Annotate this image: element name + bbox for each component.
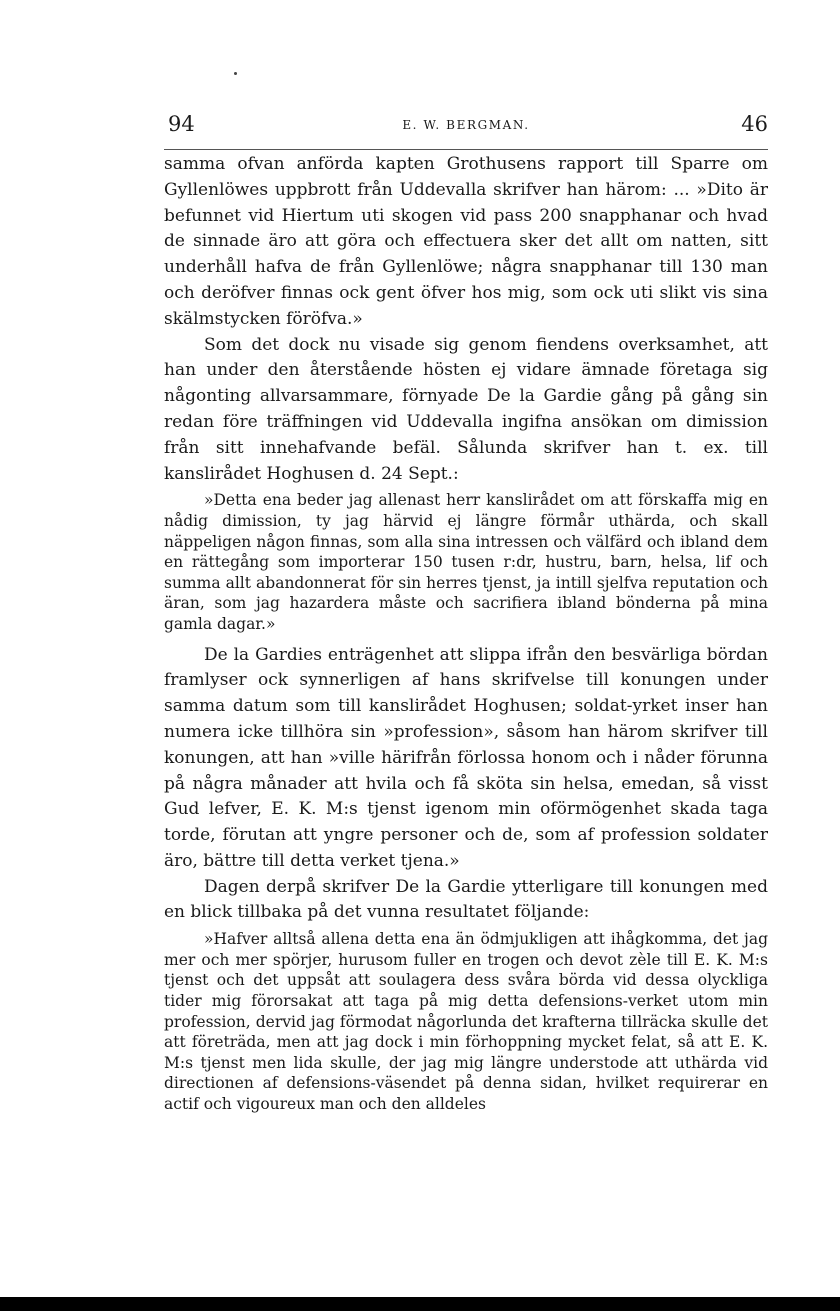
page-header [164, 112, 768, 142]
scan-bottom-border [0, 1297, 840, 1311]
paragraph-dimission-request: Som det dock nu visade sig genom fiendens overksamhet, att han under den återstående hösten ej vidare ämnade företaga sig någonting allvarsammare, förnyade De la Gardie gång på gång sin redan före träffningen vid Uddevalla ingifna ansökan om dimission från sitt innehafvande befäl. Sålunda skrifver han t. ex. till kanslirådet Hoghusen d. 24 Sept.: [164, 334, 768, 484]
running-head: E. W. BERGMAN. [402, 118, 530, 132]
paragraph-letter-king: De la Gardies enträgenhet att slippa ifrån den besvärliga bördan framlyser ock synnerligen af hans skrifvelse till konungen under samma datum som till kanslirådet Hoghusen; soldat-yrket inser han numera icke tillhöra sin »profession», såsom han härom skrifver till konungen, att han »ville härifrån förlossa honom och i nåder förunna på några månader att hvila och få sköta sin helsa, emedan, så visst Gud lefver, E. K. M:s tjenst igenom min oförmögenhet skada taga torde, förutan att yngre personer och de, som af profession soldater äro, bättre till detta verket tjena.» [164, 644, 768, 871]
page-number-left: 94 [168, 112, 195, 136]
paragraph-next-day: Dagen derpå skrifver De la Gardie ytterligare till konungen med en blick tillbaka på det vunna resultatet följande: [164, 876, 768, 923]
quote-letter-king: »Hafver alltså allena detta ena än ödmjukligen att ihågkomma, det jag mer och mer spörjer, hurusom fuller en trogen och devot zèle till E. K. M:s tjenst och det uppsåt att soulagera dess svåra börda vid dessa olyckliga tider mig förorsakat att taga på mig detta defensions-verket utom min profession, dervid jag förmodat någorlunda det krafterna tillräcka skulle det att företräda, men att jag dock i min förhoppning mycket felat, så att E. K. M:s tjenst men lida skulle, der jag mig längre understode att uthärda vid directionen af defensions-väsendet på denna sidan, hvilket requirerar en actif och vigoureux man och den alldeles [164, 930, 768, 1114]
scan-speck [234, 72, 237, 75]
page-number-right: 46 [741, 112, 768, 136]
body-text [164, 152, 768, 1115]
header-rule [164, 149, 768, 150]
paragraph-grothusen-report: samma ofvan anförda kapten Grothusens rapport till Sparre om Gyllenlöwes uppbrott från Uddevalla skrifver han härom: ... »Dito är befunnet vid Hiertum uti skogen vid pass 200 snapphanar och hvad de sinnade äro att göra och effectuera sker det allt om natten, sitt underhåll hafva de från Gyllenlöwe; några snapphanar till 130 man och deröfver finnas ock gent öfver hos mig, som ock uti slikt vis sina skälmstycken föröfva.» [164, 154, 768, 329]
quote-letter-hoghusen: »Detta ena beder jag allenast herr kanslirådet om att förskaffa mig en nådig dimission, ty jag härvid ej längre förmår uthärda, och skall näppeligen någon finnas, som alla sina intressen och välfärd och ibland dem en rättegång som importerar 150 tusen r:dr, hustru, barn, helsa, lif och summa allt abandonnerat för sin herres tjenst, ja intill sjelfva reputation och äran, som jag hazardera måste och sacrifiera ibland bönderna på mina gamla dagar.» [164, 491, 768, 633]
